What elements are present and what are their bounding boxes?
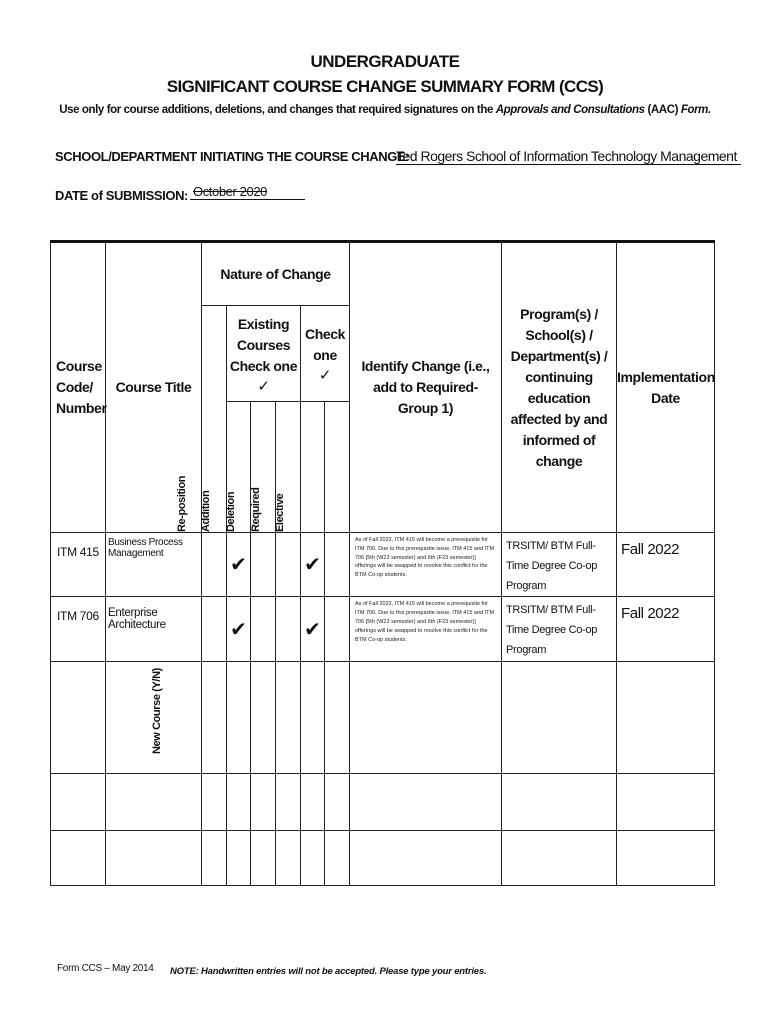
- empty-cell[interactable]: [325, 773, 350, 830]
- reposition-checkmark-icon[interactable]: ✔: [227, 597, 251, 661]
- required-checkmark-icon[interactable]: ✔: [301, 597, 325, 661]
- header-existing-courses-label: Existing Courses Check one: [229, 315, 298, 374]
- school-label: SCHOOL/DEPARTMENT INITIATING THE COURSE CHANGE:: [55, 149, 410, 164]
- header-nature-of-change: Nature of Change: [202, 242, 350, 306]
- row-new-course-cell[interactable]: [202, 597, 227, 661]
- empty-cell[interactable]: [617, 773, 715, 830]
- row-implementation-date[interactable]: Fall 2022: [617, 597, 715, 661]
- header-new-course-label: New Course (Y/N): [151, 667, 163, 754]
- row-program[interactable]: TRSITM/ BTM Full-Time Degree Co-op Program: [502, 597, 617, 661]
- empty-cell[interactable]: [350, 830, 502, 885]
- empty-cell[interactable]: [251, 661, 276, 773]
- row-deletion-cell[interactable]: [276, 597, 301, 661]
- header-elective-label: Elective: [274, 493, 286, 532]
- header-existing-courses: [227, 306, 301, 402]
- footer-note: NOTE: Handwritten entries will not be accepted. Please type your entries.: [170, 966, 487, 977]
- form-id: Form CCS – May 2014: [57, 963, 154, 974]
- reposition-checkmark-icon[interactable]: ✔: [227, 533, 251, 597]
- empty-cell[interactable]: [106, 830, 202, 885]
- row-program[interactable]: TRSITM/ BTM Full-Time Degree Co-op Program: [502, 533, 617, 597]
- empty-cell[interactable]: [617, 661, 715, 773]
- subtitle-italic: Approvals and Consultations: [495, 104, 645, 116]
- header-programs: Program(s) / School(s) / Department(s) / continuing education affected by and informed of change: [502, 242, 617, 533]
- check-one-tick-icon: ✓: [318, 367, 332, 384]
- empty-cell[interactable]: [617, 830, 715, 885]
- required-checkmark-icon[interactable]: ✔: [301, 533, 325, 597]
- empty-cell[interactable]: [502, 661, 617, 773]
- empty-cell[interactable]: [202, 661, 227, 773]
- row-elective-cell[interactable]: [325, 533, 350, 597]
- header-identify-change: Identify Change (i.e., add to Required-Group 1): [350, 242, 502, 533]
- empty-cell[interactable]: [301, 830, 325, 885]
- header-reposition-label: Re-position: [175, 475, 188, 532]
- row-course-code[interactable]: ITM 415: [51, 533, 106, 597]
- empty-cell[interactable]: [227, 661, 251, 773]
- empty-cell[interactable]: [276, 830, 301, 885]
- empty-cell[interactable]: [51, 661, 106, 773]
- school-field[interactable]: Ted Rogers School of Information Technology Management: [396, 148, 741, 165]
- subtitle-end: Form.: [680, 104, 711, 116]
- empty-cell[interactable]: [276, 773, 301, 830]
- existing-tick-icon: ✓: [257, 377, 270, 395]
- empty-cell[interactable]: [325, 830, 350, 885]
- header-implementation-date: Implementation Date: [617, 242, 715, 533]
- empty-cell[interactable]: [106, 773, 202, 830]
- subtitle-mid: (AAC): [644, 104, 681, 116]
- header-check-one: [301, 306, 350, 402]
- empty-cell[interactable]: [350, 773, 502, 830]
- empty-cell[interactable]: [51, 830, 106, 885]
- empty-cell[interactable]: [51, 773, 106, 830]
- header-addition-label: Addition: [200, 490, 212, 532]
- row-identify-change[interactable]: As of Fall 2022, ITM 415 will become a prerequisite for ITM 706. Due to this prerequisite issue, ITM 415 and ITM 706 [5th (W23 semester) and 6th (F23 semester)] offerings will be swapped to resolve this conflict for the BTM Co-op students.: [350, 597, 502, 661]
- header-deletion-label: Deletion: [225, 491, 237, 532]
- row-course-title[interactable]: Enterprise Architecture: [106, 597, 202, 661]
- header-check-one-label: Check one: [304, 326, 346, 363]
- empty-cell[interactable]: [301, 773, 325, 830]
- empty-cell[interactable]: [502, 830, 617, 885]
- course-change-table: [50, 240, 715, 886]
- date-field[interactable]: October 2020: [190, 184, 305, 200]
- row-addition-cell[interactable]: [251, 533, 276, 597]
- header-course-code: Course Code/ Number: [51, 242, 106, 533]
- row-elective-cell[interactable]: [325, 597, 350, 661]
- form-subtitle: [0, 104, 770, 116]
- empty-cell[interactable]: [202, 830, 227, 885]
- date-label: DATE of SUBMISSION:: [55, 188, 188, 203]
- empty-cell[interactable]: [325, 661, 350, 773]
- subtitle-prefix: Use only for course additions, deletions, and changes that required signatures on the: [59, 104, 496, 116]
- row-course-title[interactable]: Business Process Management: [106, 533, 202, 597]
- empty-cell[interactable]: [350, 661, 502, 773]
- row-implementation-date[interactable]: Fall 2022: [617, 533, 715, 597]
- row-deletion-cell[interactable]: [276, 533, 301, 597]
- row-addition-cell[interactable]: [251, 597, 276, 661]
- form-title-line2: SIGNIFICANT COURSE CHANGE SUMMARY FORM (CCS): [166, 77, 604, 96]
- empty-cell[interactable]: [301, 661, 325, 773]
- empty-cell[interactable]: [227, 830, 251, 885]
- row-course-code[interactable]: ITM 706: [51, 597, 106, 661]
- empty-cell[interactable]: [202, 773, 227, 830]
- header-course-title: Course Title: [106, 242, 202, 533]
- header-elective: [274, 402, 350, 533]
- table-row: [51, 533, 715, 597]
- table-row-empty: [51, 830, 715, 885]
- table-row-empty: [51, 773, 715, 830]
- row-new-course-cell[interactable]: [202, 533, 227, 597]
- row-identify-change[interactable]: As of Fall 2022, ITM 415 will become a prerequisite for ITM 706. Due to this prerequisite issue, ITM 415 and ITM 706 [5th (W23 semester) and 6th (F23 semester)] offerings will be swapped to resolve this conflict for the BTM Co-op students.: [350, 533, 502, 597]
- empty-cell[interactable]: [251, 830, 276, 885]
- empty-cell[interactable]: [227, 773, 251, 830]
- header-required-label: Required: [249, 487, 262, 532]
- empty-cell[interactable]: [251, 773, 276, 830]
- empty-cell[interactable]: [276, 661, 301, 773]
- empty-cell[interactable]: [502, 773, 617, 830]
- form-title-line1: UNDERGRADUATE: [310, 52, 460, 71]
